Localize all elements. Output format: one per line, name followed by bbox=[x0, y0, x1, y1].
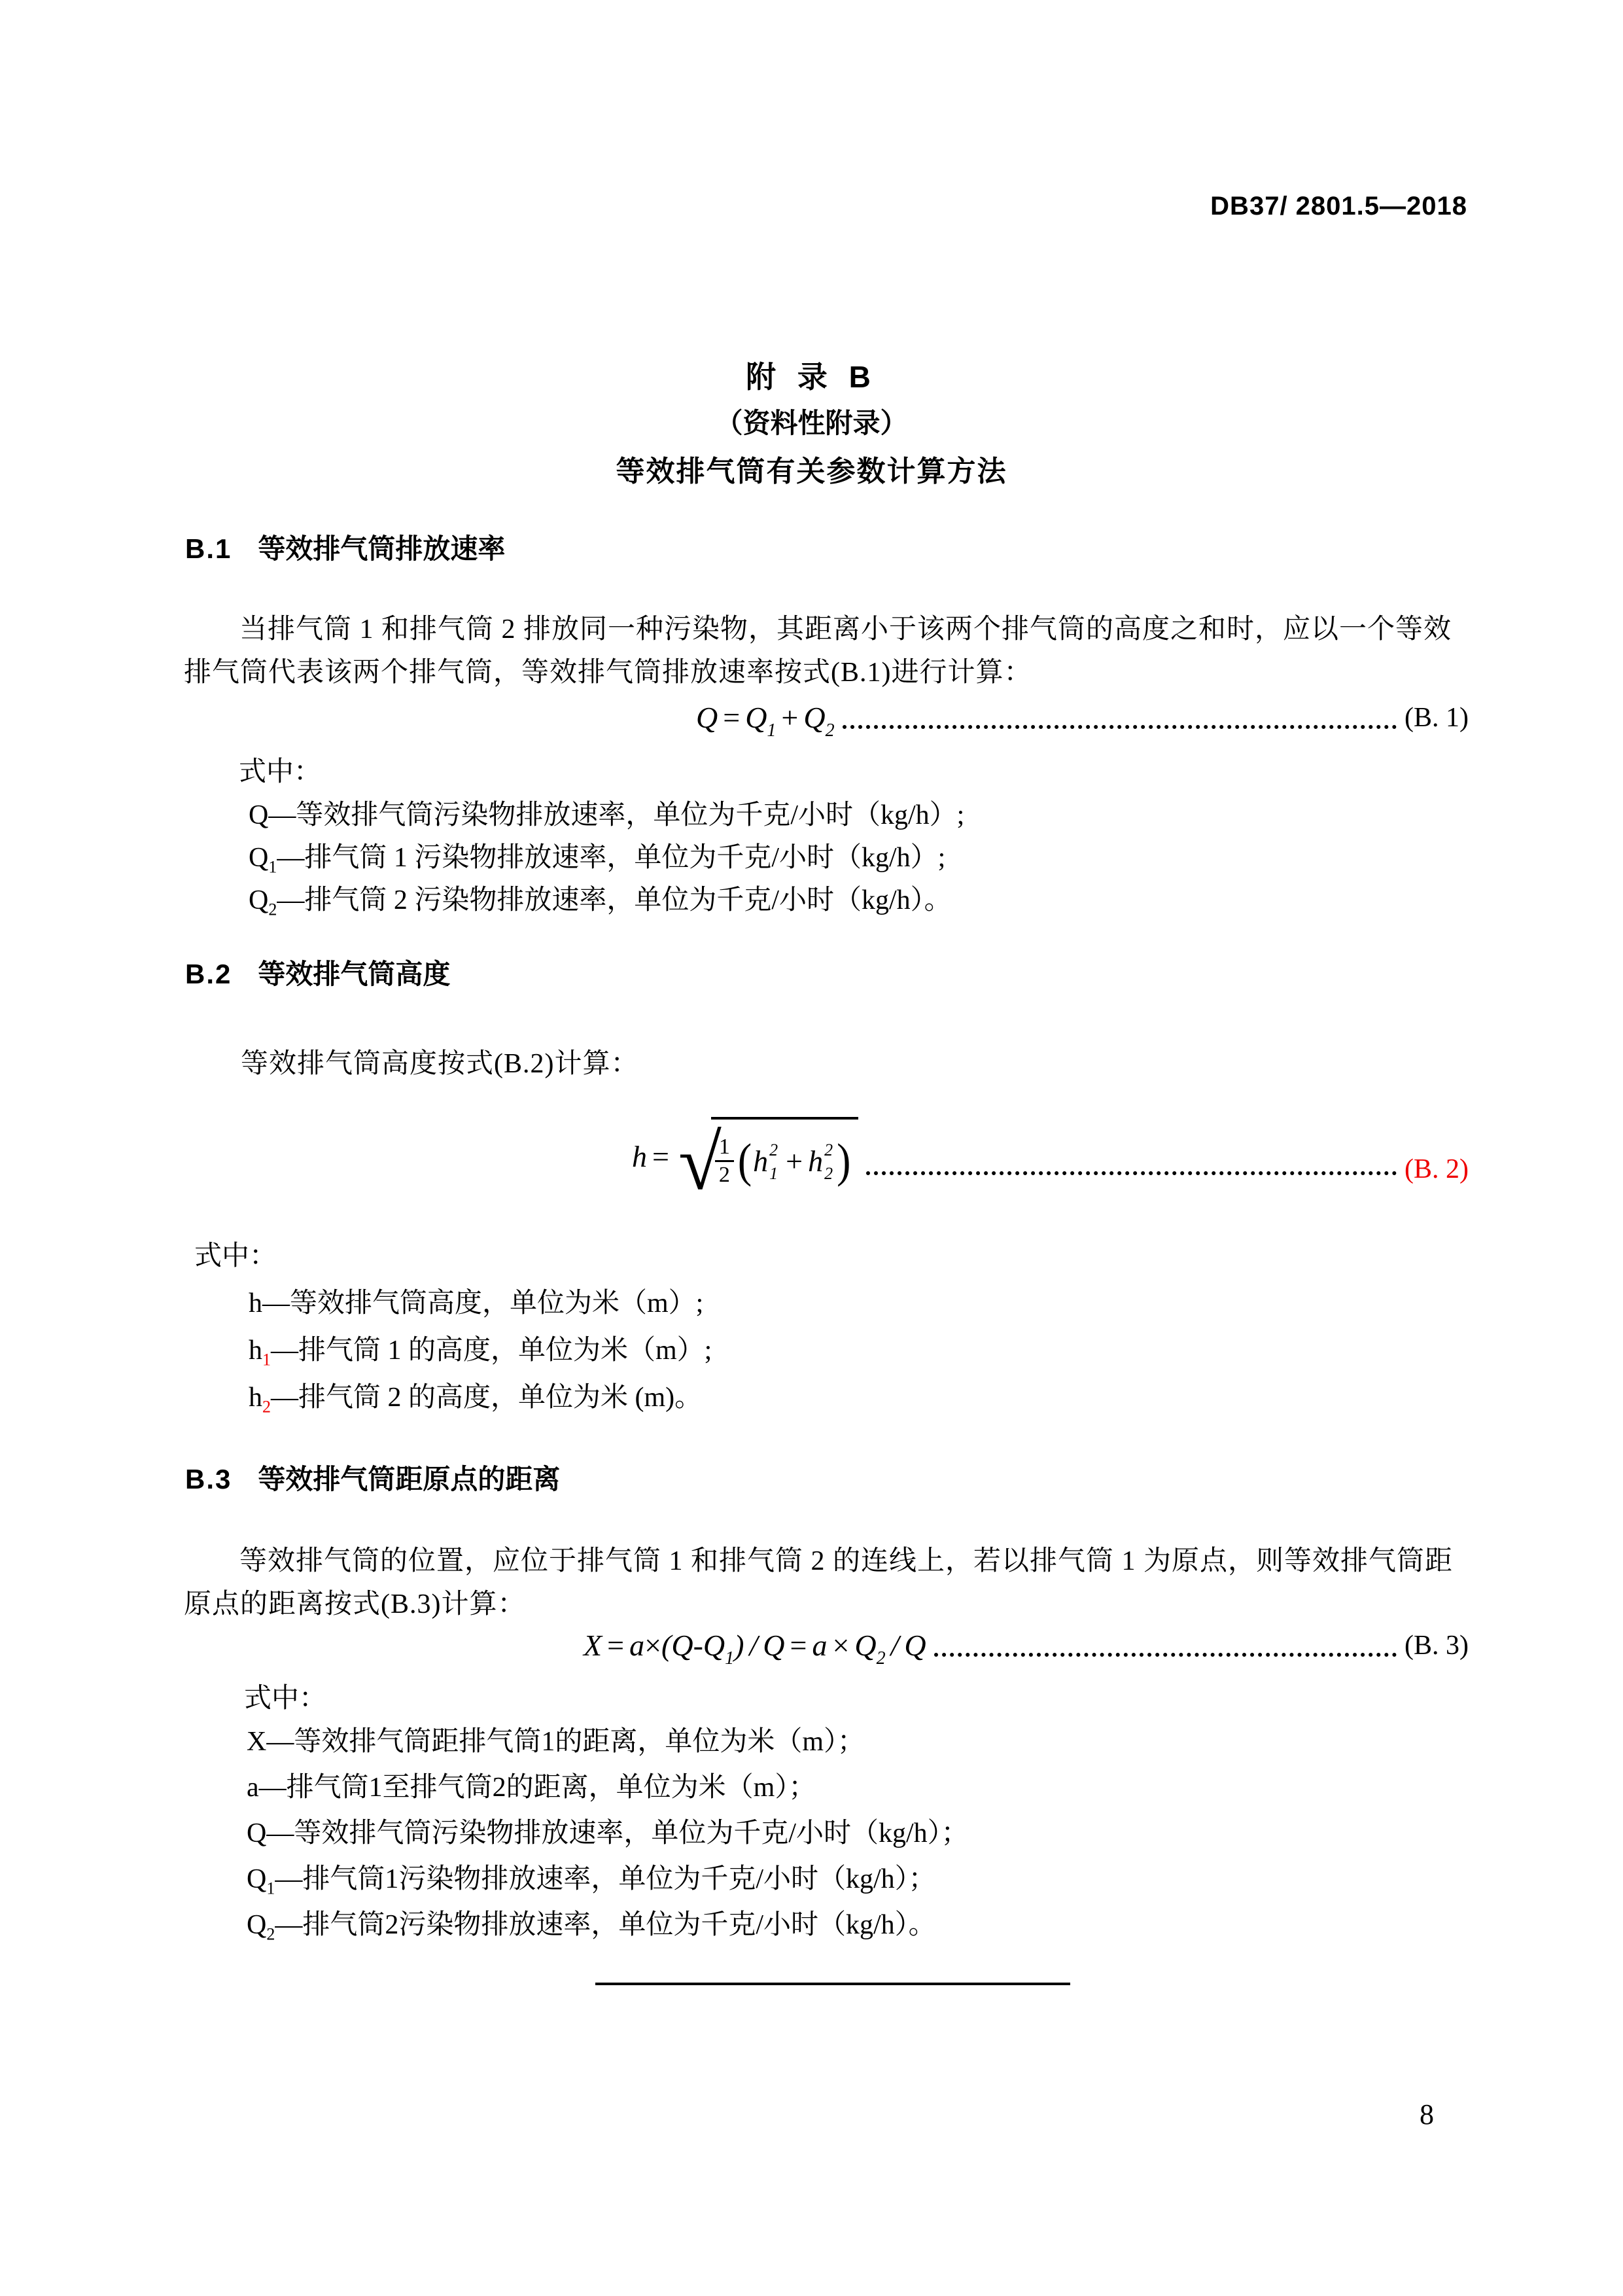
b3-def-x: X—等效排气筒距排气筒1的距离，单位为米（m）； bbox=[247, 1727, 865, 1757]
b2-paragraph: 等效排气筒高度按式(B.2)计算： bbox=[241, 1049, 639, 1079]
section-b3-title: 等效排气筒距原点的距离 bbox=[258, 1464, 561, 1494]
square-root: √ $\frac{1}{2}$ ( h 2 1 + h 2 2 ) bbox=[678, 1117, 858, 1195]
formula-b1 bbox=[183, 700, 1469, 741]
fraction-one-half: $\frac{1}{2}$ bbox=[715, 1134, 734, 1187]
dotted-leader bbox=[866, 1171, 1397, 1175]
h1-subsup: 2 1 bbox=[769, 1140, 778, 1183]
b2-where-label: 式中： bbox=[194, 1241, 277, 1271]
b3-def-q2: $Q_2—$排气筒2污染物排放速率，单位为千克/小时（kg/h）。 bbox=[247, 1910, 936, 1944]
header-standard-code: DB37/ 2801.5—2018 bbox=[1210, 192, 1467, 221]
formula-b3 bbox=[183, 1628, 1469, 1669]
appendix-title: 附 录 B bbox=[746, 360, 877, 394]
b1-where-label: 式中： bbox=[239, 757, 322, 787]
appendix-name: 等效排气筒有关参数计算方法 bbox=[616, 455, 1007, 487]
b1-def-q1: $Q_1—$排气筒 1 污染物排放速率，单位为千克/小时（kg/h）; bbox=[249, 843, 946, 877]
formula-b2-math: h = √ $\frac{1}{2}$ ( h 2 1 + h 2 2 ) bbox=[632, 1117, 858, 1195]
end-of-document-rule bbox=[595, 1983, 1070, 1985]
formula-b3-math: X = a × ( Q - Q 1 ) / Q = a × Q 2 / Q bbox=[584, 1629, 926, 1669]
section-b2-title: 等效排气筒高度 bbox=[258, 959, 451, 989]
b2-def-h: h—等效排气筒高度，单位为米（m）; bbox=[249, 1288, 704, 1318]
formula-b2 bbox=[183, 1107, 1469, 1205]
section-b1-heading bbox=[185, 527, 505, 567]
radical-sign: √ bbox=[678, 1119, 722, 1206]
b1-paragraph-line1: 当排气筒 1 和排气筒 2 排放同一种污染物，其距离小于该两个排气筒的高度之和时，应以一个等效 bbox=[239, 614, 1452, 645]
section-b2-heading bbox=[185, 953, 450, 992]
formula-b3-ref: (B. 3) bbox=[1405, 1630, 1469, 1661]
dotted-leader bbox=[934, 1653, 1397, 1657]
formula-b1-math: Q = Q 1 + Q 2 bbox=[696, 701, 835, 741]
formula-b1-ref: (B. 1) bbox=[1405, 702, 1469, 733]
b3-paragraph-line1: 等效排气筒的位置，应位于排气筒 1 和排气筒 2 的连线上，若以排气筒 1 为原点，则等效排气筒距 bbox=[239, 1546, 1454, 1576]
b1-def-q: Q—等效排气筒污染物排放速率，单位为千克/小时（kg/h）; bbox=[249, 800, 965, 830]
b2-def-h1: $h_1—$排气筒 1 的高度，单位为米（m）; bbox=[249, 1335, 712, 1369]
b3-def-q1: $Q_1—$排气筒1污染物排放速率，单位为千克/小时（kg/h）； bbox=[247, 1864, 936, 1898]
b3-def-q: Q—等效排气筒污染物排放速率，单位为千克/小时（kg/h）； bbox=[247, 1818, 969, 1848]
b3-def-a: a—排气筒1至排气筒2的距离，单位为米（m）； bbox=[247, 1773, 816, 1803]
section-b1-number: B.1 bbox=[185, 533, 232, 564]
h2-subsup: 2 2 bbox=[824, 1140, 833, 1183]
formula-b2-ref: (B. 2) bbox=[1405, 1154, 1469, 1184]
b3-where-label: 式中： bbox=[244, 1684, 327, 1714]
section-b1-title: 等效排气筒排放速率 bbox=[258, 533, 506, 564]
page-number: 8 bbox=[1420, 2098, 1434, 2130]
appendix-type: （资料性附录） bbox=[715, 408, 908, 438]
b3-paragraph-line2: 原点的距离按式(B.3)计算： bbox=[184, 1589, 526, 1619]
b1-def-q2: $Q_2—$排气筒 2 污染物排放速率，单位为千克/小时（kg/h）。 bbox=[249, 885, 952, 919]
section-b3-heading bbox=[185, 1458, 560, 1497]
section-b2-number: B.2 bbox=[185, 959, 232, 989]
b1-paragraph-line2: 排气筒代表该两个排气筒，等效排气筒排放速率按式(B.1)进行计算： bbox=[184, 658, 1032, 688]
b2-def-h2: $h_2—$排气筒 2 的高度，单位为米 (m)。 bbox=[249, 1383, 703, 1417]
dotted-leader bbox=[843, 725, 1397, 729]
section-b3-number: B.3 bbox=[185, 1464, 232, 1494]
